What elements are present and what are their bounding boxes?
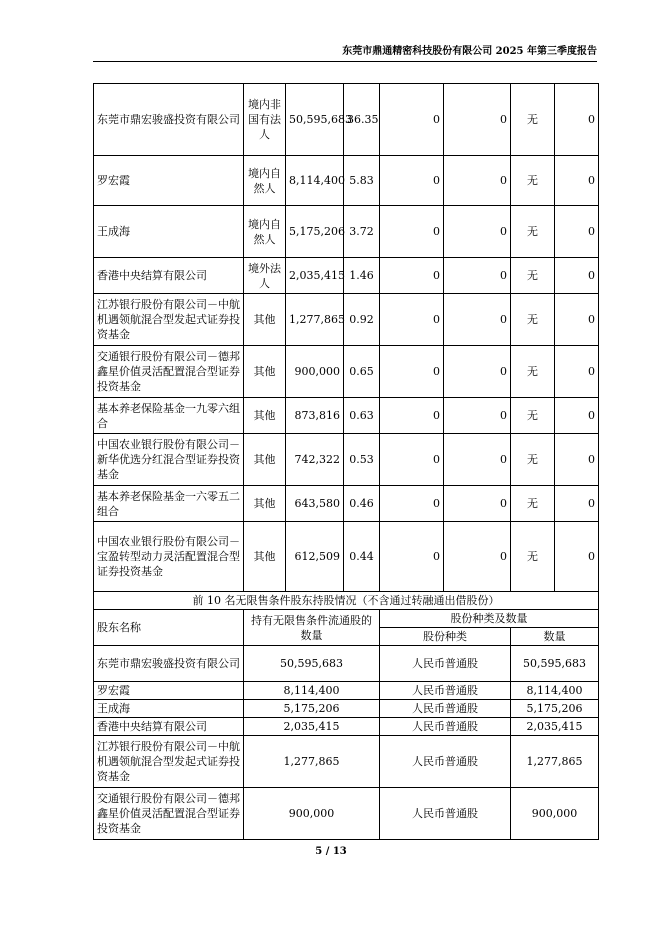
share-qty: 50,595,683 <box>511 646 599 682</box>
unrestricted-held: 1,277,865 <box>244 736 380 788</box>
header-rule <box>93 61 597 62</box>
table-row <box>94 84 599 156</box>
share-type: 人民币普通股 <box>380 718 511 736</box>
pledge-count: 0 <box>555 486 599 522</box>
pledge-count: 0 <box>555 398 599 434</box>
pledge-status: 无 <box>511 486 555 522</box>
table-row <box>94 434 599 486</box>
pledge-status: 无 <box>511 156 555 206</box>
pledged-shares: 0 <box>444 258 511 294</box>
share-ratio: 0.46 <box>344 486 380 522</box>
pledged-shares: 0 <box>444 522 511 592</box>
unrestricted-held: 50,595,683 <box>244 646 380 682</box>
pledge-count: 0 <box>555 294 599 346</box>
unrestricted-section-title: 前 10 名无限售条件股东持股情况（不含通过转融通出借股份） <box>94 592 599 610</box>
share-count: 2,035,415 <box>286 258 344 294</box>
pledge-count: 0 <box>555 434 599 486</box>
shareholder-name: 基本养老保险基金一六零五二组合 <box>94 486 244 522</box>
share-ratio: 0.63 <box>344 398 380 434</box>
table-row <box>94 646 599 682</box>
pledge-status: 无 <box>511 522 555 592</box>
shareholder-nature: 境内自然人 <box>244 206 286 258</box>
pledge-status: 无 <box>511 84 555 156</box>
shareholder-name: 王成海 <box>94 206 244 258</box>
section-title-row <box>94 592 599 610</box>
shareholder-name: 中国农业银行股份有限公司－新华优选分红混合型证券投资基金 <box>94 434 244 486</box>
shareholder-name: 江苏银行股份有限公司－中航机遇领航混合型发起式证券投资基金 <box>94 294 244 346</box>
shareholder-name: 基本养老保险基金一九零六组合 <box>94 398 244 434</box>
restricted-shares: 0 <box>380 486 444 522</box>
shareholder-name: 香港中央结算有限公司 <box>94 258 244 294</box>
table-row <box>94 486 599 522</box>
unrestricted-held: 5,175,206 <box>244 700 380 718</box>
share-ratio: 0.92 <box>344 294 380 346</box>
share-count: 643,580 <box>286 486 344 522</box>
shareholder-name: 罗宏霞 <box>94 682 244 700</box>
shareholder-nature: 其他 <box>244 434 286 486</box>
share-count: 5,175,206 <box>286 206 344 258</box>
table-row <box>94 788 599 840</box>
pledge-status: 无 <box>511 398 555 434</box>
share-type: 人民币普通股 <box>380 736 511 788</box>
header-share-type-group: 股份种类及数量 <box>380 610 599 628</box>
share-ratio: 0.53 <box>344 434 380 486</box>
share-type: 人民币普通股 <box>380 700 511 718</box>
pledge-status: 无 <box>511 206 555 258</box>
share-qty: 8,114,400 <box>511 682 599 700</box>
table-row <box>94 294 599 346</box>
share-ratio: 0.65 <box>344 346 380 398</box>
table-row <box>94 700 599 718</box>
share-qty: 1,277,865 <box>511 736 599 788</box>
pledged-shares: 0 <box>444 206 511 258</box>
table-row <box>94 522 599 592</box>
header-row <box>94 610 599 628</box>
shareholder-nature: 其他 <box>244 486 286 522</box>
pledged-shares: 0 <box>444 434 511 486</box>
unrestricted-held: 8,114,400 <box>244 682 380 700</box>
table-row <box>94 258 599 294</box>
pledge-count: 0 <box>555 522 599 592</box>
restricted-shares: 0 <box>380 258 444 294</box>
shareholder-nature: 其他 <box>244 294 286 346</box>
share-count: 50,595,683 <box>286 84 344 156</box>
share-type: 人民币普通股 <box>380 788 511 840</box>
share-qty: 5,175,206 <box>511 700 599 718</box>
pledge-count: 0 <box>555 346 599 398</box>
shareholder-nature: 其他 <box>244 398 286 434</box>
pledge-count: 0 <box>555 258 599 294</box>
shareholder-nature: 其他 <box>244 522 286 592</box>
share-qty: 2,035,415 <box>511 718 599 736</box>
page-number: 5 / 13 <box>315 846 347 857</box>
shareholder-nature: 境内自然人 <box>244 156 286 206</box>
pledge-status: 无 <box>511 258 555 294</box>
header-shareholder-name: 股东名称 <box>94 610 244 646</box>
share-ratio: 1.46 <box>344 258 380 294</box>
table-row <box>94 718 599 736</box>
restricted-shares: 0 <box>380 434 444 486</box>
restricted-shares: 0 <box>380 522 444 592</box>
share-ratio: 36.35 <box>344 84 380 156</box>
restricted-shares: 0 <box>380 156 444 206</box>
share-count: 1,277,865 <box>286 294 344 346</box>
shareholder-name: 东莞市鼎宏骏盛投资有限公司 <box>94 84 244 156</box>
table-row <box>94 682 599 700</box>
pledge-status: 无 <box>511 434 555 486</box>
table-row <box>94 398 599 434</box>
table-row <box>94 346 599 398</box>
table-row <box>94 206 599 258</box>
header-share-type: 股份种类 <box>380 628 511 646</box>
share-ratio: 3.72 <box>344 206 380 258</box>
pledged-shares: 0 <box>444 486 511 522</box>
pledged-shares: 0 <box>444 398 511 434</box>
pledge-count: 0 <box>555 84 599 156</box>
shareholder-name: 交通银行股份有限公司－德邦鑫星价值灵活配置混合型证券投资基金 <box>94 788 244 840</box>
share-type: 人民币普通股 <box>380 646 511 682</box>
share-count: 742,322 <box>286 434 344 486</box>
share-count: 873,816 <box>286 398 344 434</box>
pledge-count: 0 <box>555 206 599 258</box>
pledged-shares: 0 <box>444 156 511 206</box>
unrestricted-held: 2,035,415 <box>244 718 380 736</box>
shareholder-name: 东莞市鼎宏骏盛投资有限公司 <box>94 646 244 682</box>
pledge-status: 无 <box>511 294 555 346</box>
table-row <box>94 156 599 206</box>
shareholder-nature: 境内非国有法人 <box>244 84 286 156</box>
share-count: 900,000 <box>286 346 344 398</box>
header-unrestricted-held: 持有无限售条件流通股的数量 <box>244 610 380 646</box>
restricted-shares: 0 <box>380 398 444 434</box>
header-share-qty: 数量 <box>511 628 599 646</box>
shareholder-name: 中国农业银行股份有限公司－宝盈转型动力灵活配置混合型证券投资基金 <box>94 522 244 592</box>
page-header: 东莞市鼎通精密科技股份有限公司 2025 年第三季度报告 <box>342 46 597 57</box>
restricted-shares: 0 <box>380 206 444 258</box>
share-qty: 900,000 <box>511 788 599 840</box>
share-ratio: 5.83 <box>344 156 380 206</box>
share-type: 人民币普通股 <box>380 682 511 700</box>
pledge-count: 0 <box>555 156 599 206</box>
unrestricted-held: 900,000 <box>244 788 380 840</box>
share-count: 612,509 <box>286 522 344 592</box>
table-row <box>94 736 599 788</box>
restricted-shares: 0 <box>380 346 444 398</box>
shareholder-name: 交通银行股份有限公司－德邦鑫星价值灵活配置混合型证券投资基金 <box>94 346 244 398</box>
shareholder-nature: 境外法人 <box>244 258 286 294</box>
pledged-shares: 0 <box>444 84 511 156</box>
shareholder-nature: 其他 <box>244 346 286 398</box>
share-count: 8,114,400 <box>286 156 344 206</box>
shareholder-table <box>93 83 599 840</box>
restricted-shares: 0 <box>380 84 444 156</box>
pledge-status: 无 <box>511 346 555 398</box>
shareholder-name: 江苏银行股份有限公司－中航机遇领航混合型发起式证券投资基金 <box>94 736 244 788</box>
shareholder-name: 罗宏霞 <box>94 156 244 206</box>
share-ratio: 0.44 <box>344 522 380 592</box>
pledged-shares: 0 <box>444 346 511 398</box>
pledged-shares: 0 <box>444 294 511 346</box>
shareholder-name: 王成海 <box>94 700 244 718</box>
shareholder-name: 香港中央结算有限公司 <box>94 718 244 736</box>
restricted-shares: 0 <box>380 294 444 346</box>
